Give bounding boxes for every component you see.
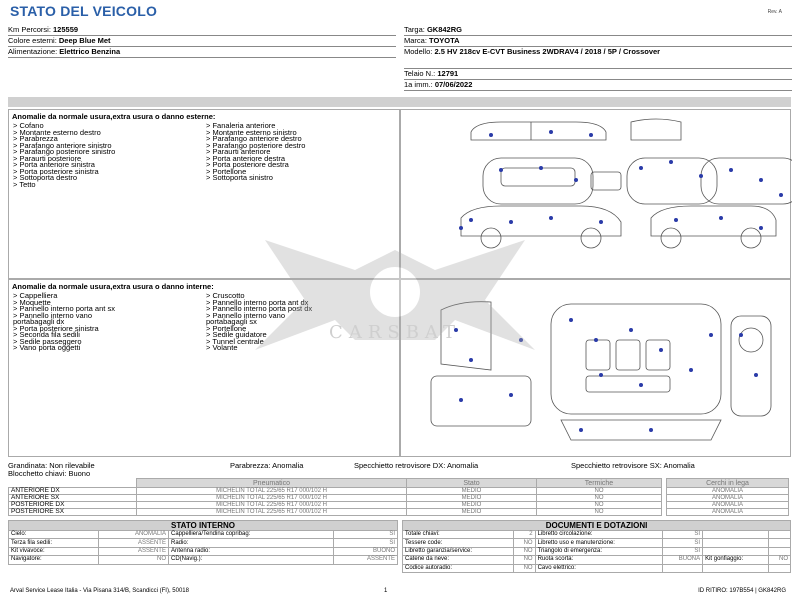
- chassis-value: 12791: [437, 69, 459, 78]
- interior-state-value: ANOMALIA: [98, 531, 168, 539]
- interior-state-label: Cielo:: [9, 531, 99, 539]
- internal-damage-item: > Vano porta oggetti: [13, 343, 81, 352]
- alloy-state: ANOMALIA: [667, 495, 789, 502]
- documents-label: Codice autoradio:: [403, 564, 514, 572]
- internal-damage-item: > Cappelliera: [13, 291, 58, 300]
- internal-damage-item: > Volante: [206, 343, 238, 352]
- external-damage-marker: [549, 216, 553, 220]
- model-label: Modello:: [404, 47, 435, 56]
- internal-diagram-box: [400, 279, 791, 457]
- documents-table: [402, 520, 791, 573]
- internal-damage-col-2: [206, 293, 399, 352]
- interior-state-value: ASSENTE: [333, 556, 397, 564]
- documents-value: SI: [662, 539, 703, 547]
- interior-state-label: Terza fila sedili:: [9, 539, 99, 547]
- mirror-left-status: Specchietto retrovisore SX: Anomalia: [571, 461, 695, 470]
- documents-label: [703, 564, 769, 572]
- tyre-thermal: NO: [537, 509, 662, 516]
- interior-state-table: [8, 520, 398, 565]
- footer-company: Arval Service Lease Italia - Via Pisana 314/B, Scandicci (FI), 50018: [10, 588, 189, 594]
- external-car-diagram: [401, 110, 792, 280]
- brand-label: Marca:: [404, 36, 430, 45]
- documents-value: NO: [514, 539, 536, 547]
- tyre-model: MICHELIN TOTAL 225/65 R17 000/102 H: [137, 509, 407, 516]
- interior-door-left: [441, 302, 491, 370]
- documents-value: SI: [662, 547, 703, 555]
- external-damage-marker: [539, 166, 543, 170]
- documents-value: [769, 564, 791, 572]
- external-damage-item: > Parafango posteriore sinistro: [13, 147, 116, 156]
- interior-state-label: Kit vivavoce:: [9, 547, 99, 555]
- vehicle-info-left: [8, 25, 396, 58]
- internal-damage-marker: [519, 338, 523, 342]
- internal-damage-col-1: [13, 293, 206, 352]
- section-divider-band: [8, 97, 791, 107]
- tyre-thermal-header: Termiche: [537, 479, 662, 488]
- tyre-model: MICHELIN TOTAL 225/65 R17 000/102 H: [137, 495, 407, 502]
- documents-value: [769, 539, 791, 547]
- external-damage-marker: [599, 220, 603, 224]
- fuel-row: [8, 47, 396, 58]
- plate-row: [404, 25, 792, 36]
- documents-value: NO: [514, 564, 536, 572]
- internal-damage-item: > Pannello interno vano: [206, 310, 286, 320]
- tyre-header: Pneumatico: [137, 479, 407, 488]
- car-roof-outline: [471, 122, 606, 140]
- tyre-model: MICHELIN TOTAL 225/65 R17 000/102 H: [137, 502, 407, 509]
- internal-damage-marker: [629, 328, 633, 332]
- tyre-position: POSTERIORE SX: [9, 509, 137, 516]
- documents-value: NO: [514, 556, 536, 564]
- external-damage-item: > Sottoporta destro: [13, 173, 77, 182]
- external-damage-marker: [489, 133, 493, 137]
- external-damage-marker: [699, 174, 703, 178]
- external-damage-marker: [574, 178, 578, 182]
- revision-label: Rev. A: [767, 9, 782, 15]
- footer-id: ID RITIRO: 197B554 | GK842RG: [698, 588, 786, 594]
- page-title: STATO DEL VEICOLO: [10, 3, 158, 19]
- internal-damage-marker: [454, 328, 458, 332]
- model-value: 2.5 HV 218cv E-CVT Business 2WDRAV4 / 2018 / 5P / Crossover: [434, 47, 661, 56]
- alloy-header: Cerchi in lega: [667, 479, 789, 488]
- documents-row: [403, 547, 791, 555]
- external-damage-item: > Sottoporta sinistro: [206, 173, 273, 182]
- tyre-table: [8, 478, 789, 516]
- registration-value: 07/06/2022: [434, 80, 473, 89]
- alloy-state: ANOMALIA: [667, 502, 789, 509]
- internal-damage-item: > Cruscotto: [206, 291, 245, 300]
- car-side-right: [651, 206, 776, 236]
- internal-damage-marker: [649, 428, 653, 432]
- external-damage-marker: [589, 133, 593, 137]
- brand-value: TOYOTA: [429, 36, 460, 45]
- internal-damage-item: > Tunnel centrale: [206, 336, 264, 346]
- vehicle-info-right: [404, 25, 792, 91]
- external-damage-title: Anomalie da normale usura,extra usura o danno esterne:: [12, 112, 216, 121]
- chassis-row: [404, 69, 792, 80]
- interior-state-label: Radio:: [168, 539, 333, 547]
- documents-row: [403, 531, 791, 539]
- documents-value: [769, 547, 791, 555]
- internal-damage-item: portabagagli sx: [206, 317, 257, 326]
- fuel-label: Alimentazione:: [8, 47, 60, 56]
- model-row: [404, 47, 792, 69]
- external-damage-item: > Parafango posteriore destro: [206, 140, 306, 150]
- status-summary: [8, 462, 791, 478]
- tyre-thermal: NO: [537, 495, 662, 502]
- external-damage-item: > Parafango anteriore sinistro: [13, 140, 112, 150]
- internal-damage-title: Anomalie da normale usura,extra usura o danno interne:: [12, 282, 214, 291]
- car-rear-view: [701, 158, 792, 204]
- internal-damage-item: > Sedile passeggero: [13, 336, 82, 346]
- interior-state-title: STATO INTERNO: [9, 521, 398, 531]
- hail-status: Grandinata: Non rilevabile: [8, 461, 95, 470]
- internal-damage-marker: [579, 428, 583, 432]
- internal-damage-marker: [459, 398, 463, 402]
- documents-label: [703, 547, 769, 555]
- external-damage-col-2: [206, 123, 399, 188]
- tyre-thermal: NO: [537, 502, 662, 509]
- tyre-row: [9, 509, 789, 516]
- external-damage-marker: [639, 166, 643, 170]
- interior-state-row: [9, 539, 398, 547]
- internal-damage-marker: [594, 338, 598, 342]
- footer-page-number: 1: [384, 588, 388, 594]
- tyre-row: [9, 495, 789, 502]
- documents-label: [703, 531, 769, 539]
- documents-label: Triangolo di emergenza:: [535, 547, 662, 555]
- interior-steering-view: [731, 316, 771, 416]
- interior-state-label: Cappelliera/Tendina copribag:: [168, 531, 333, 539]
- external-damage-columns: [9, 123, 399, 188]
- tyre-state: MEDIO: [407, 502, 537, 509]
- internal-damage-marker: [754, 373, 758, 377]
- interior-state-row: [9, 531, 398, 539]
- internal-damage-marker: [599, 373, 603, 377]
- color-label: Colore esterni:: [8, 36, 59, 45]
- interior-state-row: [9, 556, 398, 564]
- external-damage-item: > Paraurti anteriore: [206, 147, 271, 156]
- km-row: [8, 25, 396, 36]
- external-damage-item: > Porta posteriore sinistra: [13, 166, 99, 176]
- external-damage-marker: [549, 130, 553, 134]
- documents-label: Cavo elettrico:: [535, 564, 662, 572]
- tyre-position: ANTERIORE DX: [9, 488, 137, 495]
- external-damage-marker: [669, 160, 673, 164]
- external-damage-marker: [459, 226, 463, 230]
- external-damage-marker: [759, 226, 763, 230]
- external-damage-marker: [499, 168, 503, 172]
- color-value: Deep Blue Met: [58, 36, 111, 45]
- tyre-state: MEDIO: [407, 495, 537, 502]
- internal-damage-item: > Moquette: [13, 297, 51, 307]
- documents-row: [403, 556, 791, 564]
- tyre-position: POSTERIORE DX: [9, 502, 137, 509]
- tyre-position: ANTERIORE SX: [9, 495, 137, 502]
- documents-label: Libretto garanzia/service:: [403, 547, 514, 555]
- mirror-right-status: Specchietto retrovisore DX: Anomalia: [354, 461, 479, 470]
- documents-label: Ruota scorta:: [535, 556, 662, 564]
- documents-value: [662, 564, 703, 572]
- documents-value: BUONA: [662, 556, 703, 564]
- fuel-value: Elettrico Benzina: [59, 47, 121, 56]
- external-damage-item: > Fanaleria anteriore: [206, 121, 276, 130]
- external-damage-item: > Montante esterno destro: [13, 127, 101, 137]
- internal-damage-item: > Pannello interno porta post dx: [206, 304, 313, 313]
- external-damage-item: > Porta anteriore sinistra: [13, 160, 95, 169]
- registration-label: 1a imm.:: [404, 80, 435, 89]
- car-side-left: [461, 206, 621, 236]
- internal-damage-marker: [569, 318, 573, 322]
- external-damage-marker: [729, 168, 733, 172]
- external-damage-item: > Montante esterno sinistro: [206, 127, 297, 137]
- internal-damage-columns: [9, 293, 399, 352]
- internal-damage-box: [8, 279, 400, 457]
- external-damage-item: > Paraurti posteriore: [13, 153, 82, 163]
- interior-state-value: SI: [333, 531, 397, 539]
- external-damage-item: > Parafango anteriore destro: [206, 134, 302, 143]
- documents-label: [703, 539, 769, 547]
- documents-label: Catene da neve:: [403, 556, 514, 564]
- interior-state-row: [9, 547, 398, 555]
- plate-value: GK842RG: [426, 25, 462, 34]
- external-diagram-box: [400, 109, 791, 279]
- external-damage-box: [8, 109, 400, 279]
- external-damage-marker: [469, 218, 473, 222]
- documents-label: Kit gonfiaggio:: [703, 556, 769, 564]
- alloy-state: ANOMALIA: [667, 488, 789, 495]
- internal-damage-item: > Pannello interno porta ant dx: [206, 297, 309, 307]
- tyre-state-header: Stato: [407, 479, 537, 488]
- registration-row: [404, 80, 792, 91]
- interior-state-value: ASSENTE: [98, 539, 168, 547]
- km-label: Km Percorsi:: [8, 25, 54, 34]
- internal-damage-marker: [689, 368, 693, 372]
- tyre-row: [9, 488, 789, 495]
- internal-damage-marker: [709, 333, 713, 337]
- external-damage-marker: [759, 178, 763, 182]
- documents-row: [403, 539, 791, 547]
- documents-label: Totale chiavi:: [403, 531, 514, 539]
- interior-state-label: Navigatore:: [9, 556, 99, 564]
- color-row: [8, 36, 396, 47]
- internal-damage-marker: [639, 383, 643, 387]
- external-damage-col-1: [13, 123, 206, 188]
- internal-damage-marker: [739, 333, 743, 337]
- internal-damage-item: > Porta posteriore sinistra: [13, 323, 99, 333]
- interior-trunk-view: [431, 376, 531, 426]
- interior-state-value: NO: [98, 556, 168, 564]
- internal-damage-marker: [469, 358, 473, 362]
- tyre-state: MEDIO: [407, 488, 537, 495]
- documents-label: Tessere code:: [403, 539, 514, 547]
- km-value: 125559: [53, 25, 79, 34]
- chassis-label: Telaio N.:: [404, 69, 438, 78]
- documents-title: DOCUMENTI E DOTAZIONI: [403, 521, 791, 531]
- internal-damage-item: portabagagli dx: [13, 317, 65, 326]
- internal-damage-marker: [659, 348, 663, 352]
- tyre-model: MICHELIN TOTAL 225/65 R17 000/102 H: [137, 488, 407, 495]
- interior-top-view: [551, 304, 721, 414]
- internal-car-diagram: [401, 280, 792, 458]
- tyre-row: [9, 502, 789, 509]
- key-block-status: Blocchetto chiavi: Buono: [8, 469, 91, 478]
- documents-value: 2: [514, 531, 536, 539]
- internal-damage-item: > Portellone: [206, 323, 247, 333]
- windshield-status: Parabrezza: Anomalia: [230, 461, 304, 470]
- tyre-thermal: NO: [537, 488, 662, 495]
- internal-damage-item: > Pannello interno porta ant sx: [13, 304, 115, 313]
- external-damage-marker: [674, 218, 678, 222]
- interior-state-value: BUONO: [333, 547, 397, 555]
- documents-value: [769, 531, 791, 539]
- documents-value: NO: [769, 556, 791, 564]
- external-damage-item: > Porta anteriore destra: [206, 153, 286, 163]
- external-damage-marker: [779, 193, 783, 197]
- external-damage-item: > Cofano: [13, 121, 44, 130]
- watermark-text: CARSBAT: [329, 322, 461, 343]
- external-damage-item: > Portellone: [206, 166, 247, 176]
- documents-label: Libretto uso e manutenzione:: [535, 539, 662, 547]
- interior-state-label: CD(Navig.):: [168, 556, 333, 564]
- external-damage-item: > Tetto: [13, 179, 36, 189]
- interior-state-value: ASSENTE: [98, 547, 168, 555]
- internal-damage-markers: [454, 318, 758, 432]
- brand-row: [404, 36, 792, 47]
- external-damage-item: > Porta posteriore destra: [206, 160, 289, 169]
- car-top-view: [627, 158, 717, 204]
- interior-state-label: Antenna radio:: [168, 547, 333, 555]
- documents-row: [403, 564, 791, 572]
- internal-damage-marker: [509, 393, 513, 397]
- documents-value: NO: [514, 547, 536, 555]
- documents-value: SI: [662, 531, 703, 539]
- internal-damage-item: > Pannello interno vano: [13, 310, 93, 320]
- internal-damage-item: > Sedile guidatore: [206, 330, 267, 339]
- tyre-state: MEDIO: [407, 509, 537, 516]
- external-damage-marker: [719, 216, 723, 220]
- documents-label: Libretto circolazione:: [535, 531, 662, 539]
- external-damage-marker: [509, 220, 513, 224]
- interior-state-value: SI: [333, 539, 397, 547]
- external-damage-item: > Parabrezza: [13, 134, 58, 143]
- alloy-state: ANOMALIA: [667, 509, 789, 516]
- plate-label: Targa:: [404, 25, 427, 34]
- internal-damage-item: > Seconda fila sedili: [13, 330, 80, 339]
